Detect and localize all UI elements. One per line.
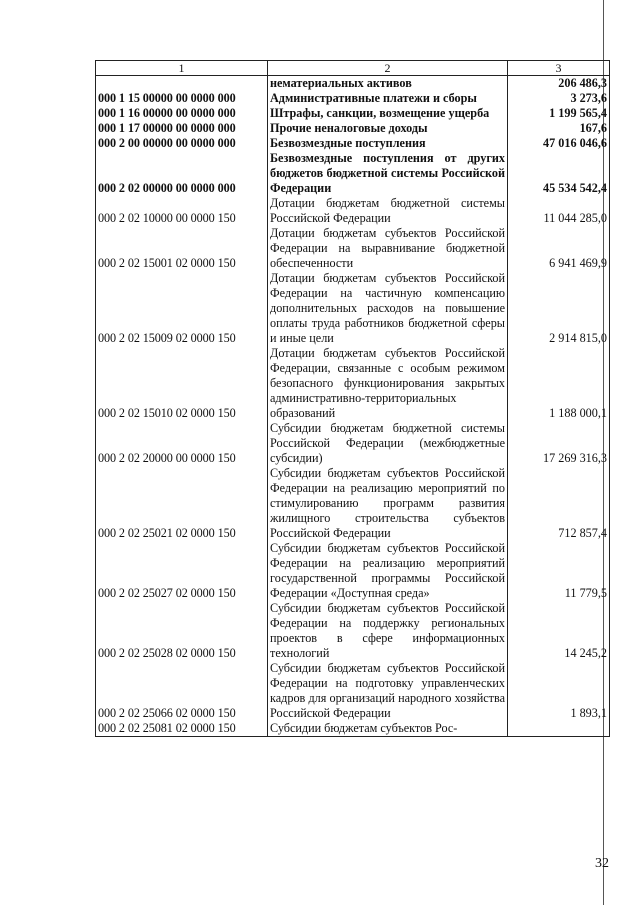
- budget-code-cell: 000 2 02 25081 02 0000 150: [96, 721, 268, 737]
- column-header: 2: [268, 61, 508, 76]
- revenue-name-cell: Безвозмездные поступления: [268, 136, 508, 151]
- table-row: [96, 196, 610, 226]
- table-row: [96, 136, 610, 151]
- amount-cell: [508, 721, 610, 737]
- revenue-name-cell: Дотации бюджетам субъектов Российской Федерации на частичную компенсацию дополнительных расходов на повышение оплаты труда работников бюджетной сферы и иные цели: [268, 271, 508, 346]
- revenue-table: [95, 60, 610, 737]
- table-row: [96, 226, 610, 271]
- table-row: [96, 346, 610, 421]
- page-number: 32: [595, 856, 609, 871]
- amount-cell: 47 016 046,6: [508, 136, 610, 151]
- amount-cell: 17 269 316,3: [508, 421, 610, 466]
- table-row: [96, 271, 610, 346]
- revenue-name-cell: нематериальных активов: [268, 76, 508, 92]
- budget-code-cell: 000 1 17 00000 00 0000 000: [96, 121, 268, 136]
- column-header: 1: [96, 61, 268, 76]
- table-row: [96, 421, 610, 466]
- table-row: [96, 466, 610, 541]
- revenue-name-cell: Административные платежи и сборы: [268, 91, 508, 106]
- table-row: [96, 121, 610, 136]
- budget-code-cell: 000 2 02 25027 02 0000 150: [96, 541, 268, 601]
- budget-code-cell: 000 2 02 15009 02 0000 150: [96, 271, 268, 346]
- amount-cell: 3 273,6: [508, 91, 610, 106]
- budget-code-cell: 000 2 02 25028 02 0000 150: [96, 601, 268, 661]
- table-row: [96, 106, 610, 121]
- amount-cell: 11 044 285,0: [508, 196, 610, 226]
- revenue-name-cell: Субсидии бюджетам субъектов Российской Федерации на поддержку региональных проектов в сфере информационных технологий: [268, 601, 508, 661]
- revenue-name-cell: Дотации бюджетам субъектов Российской Федерации, связанные с особым режимом безопасного функционирования закрытых административно-территориальных образований: [268, 346, 508, 421]
- budget-code-cell: 000 2 00 00000 00 0000 000: [96, 136, 268, 151]
- budget-code-cell: [96, 76, 268, 92]
- amount-cell: 14 245,2: [508, 601, 610, 661]
- amount-cell: 1 188 000,1: [508, 346, 610, 421]
- budget-code-cell: 000 2 02 00000 00 0000 000: [96, 151, 268, 196]
- budget-code-cell: 000 2 02 25021 02 0000 150: [96, 466, 268, 541]
- revenue-name-cell: Субсидии бюджетам субъектов Российской Федерации на подготовку управленческих кадров для организаций народного хозяйства Российской Федерации: [268, 661, 508, 721]
- budget-code-cell: 000 2 02 15010 02 0000 150: [96, 346, 268, 421]
- revenue-name-cell: Дотации бюджетам субъектов Российской Федерации на выравнивание бюджетной обеспеченности: [268, 226, 508, 271]
- table-row: [96, 541, 610, 601]
- revenue-name-cell: Штрафы, санкции, возмещение ущерба: [268, 106, 508, 121]
- table-row: [96, 601, 610, 661]
- budget-code-cell: 000 1 15 00000 00 0000 000: [96, 91, 268, 106]
- amount-cell: 6 941 469,9: [508, 226, 610, 271]
- amount-cell: 2 914 815,0: [508, 271, 610, 346]
- amount-cell: 45 534 542,4: [508, 151, 610, 196]
- table-row: [96, 661, 610, 721]
- revenue-name-cell: Прочие неналоговые доходы: [268, 121, 508, 136]
- table-body: [96, 76, 610, 737]
- budget-code-cell: 000 2 02 10000 00 0000 150: [96, 196, 268, 226]
- amount-cell: 206 486,3: [508, 76, 610, 92]
- table-row: [96, 91, 610, 106]
- table-row: [96, 151, 610, 196]
- budget-code-cell: 000 2 02 20000 00 0000 150: [96, 421, 268, 466]
- amount-cell: 167,6: [508, 121, 610, 136]
- revenue-name-cell: Субсидии бюджетам бюджетной системы Российской Федерации (межбюджетные субсидии): [268, 421, 508, 466]
- amount-cell: 1 199 565,4: [508, 106, 610, 121]
- budget-code-cell: 000 2 02 15001 02 0000 150: [96, 226, 268, 271]
- budget-code-cell: 000 2 02 25066 02 0000 150: [96, 661, 268, 721]
- budget-code-cell: 000 1 16 00000 00 0000 000: [96, 106, 268, 121]
- revenue-name-cell: Безвозмездные поступления от других бюджетов бюджетной системы Российской Федерации: [268, 151, 508, 196]
- table-row: [96, 721, 610, 737]
- revenue-name-cell: Субсидии бюджетам субъектов Российской Федерации на реализацию мероприятий государственной программы Российской Федерации «Доступная среда»: [268, 541, 508, 601]
- revenue-name-cell: Субсидии бюджетам субъектов Рос-: [268, 721, 508, 737]
- amount-cell: 11 779,5: [508, 541, 610, 601]
- column-header: 3: [508, 61, 610, 76]
- amount-cell: 1 893,1: [508, 661, 610, 721]
- revenue-name-cell: Субсидии бюджетам субъектов Российской Федерации на реализацию мероприятий по стимулированию программ развития жилищного строительства субъектов Российской Федерации: [268, 466, 508, 541]
- table-row: [96, 76, 610, 92]
- revenue-name-cell: Дотации бюджетам бюджетной системы Российской Федерации: [268, 196, 508, 226]
- table-header-row: [96, 61, 610, 76]
- amount-cell: 712 857,4: [508, 466, 610, 541]
